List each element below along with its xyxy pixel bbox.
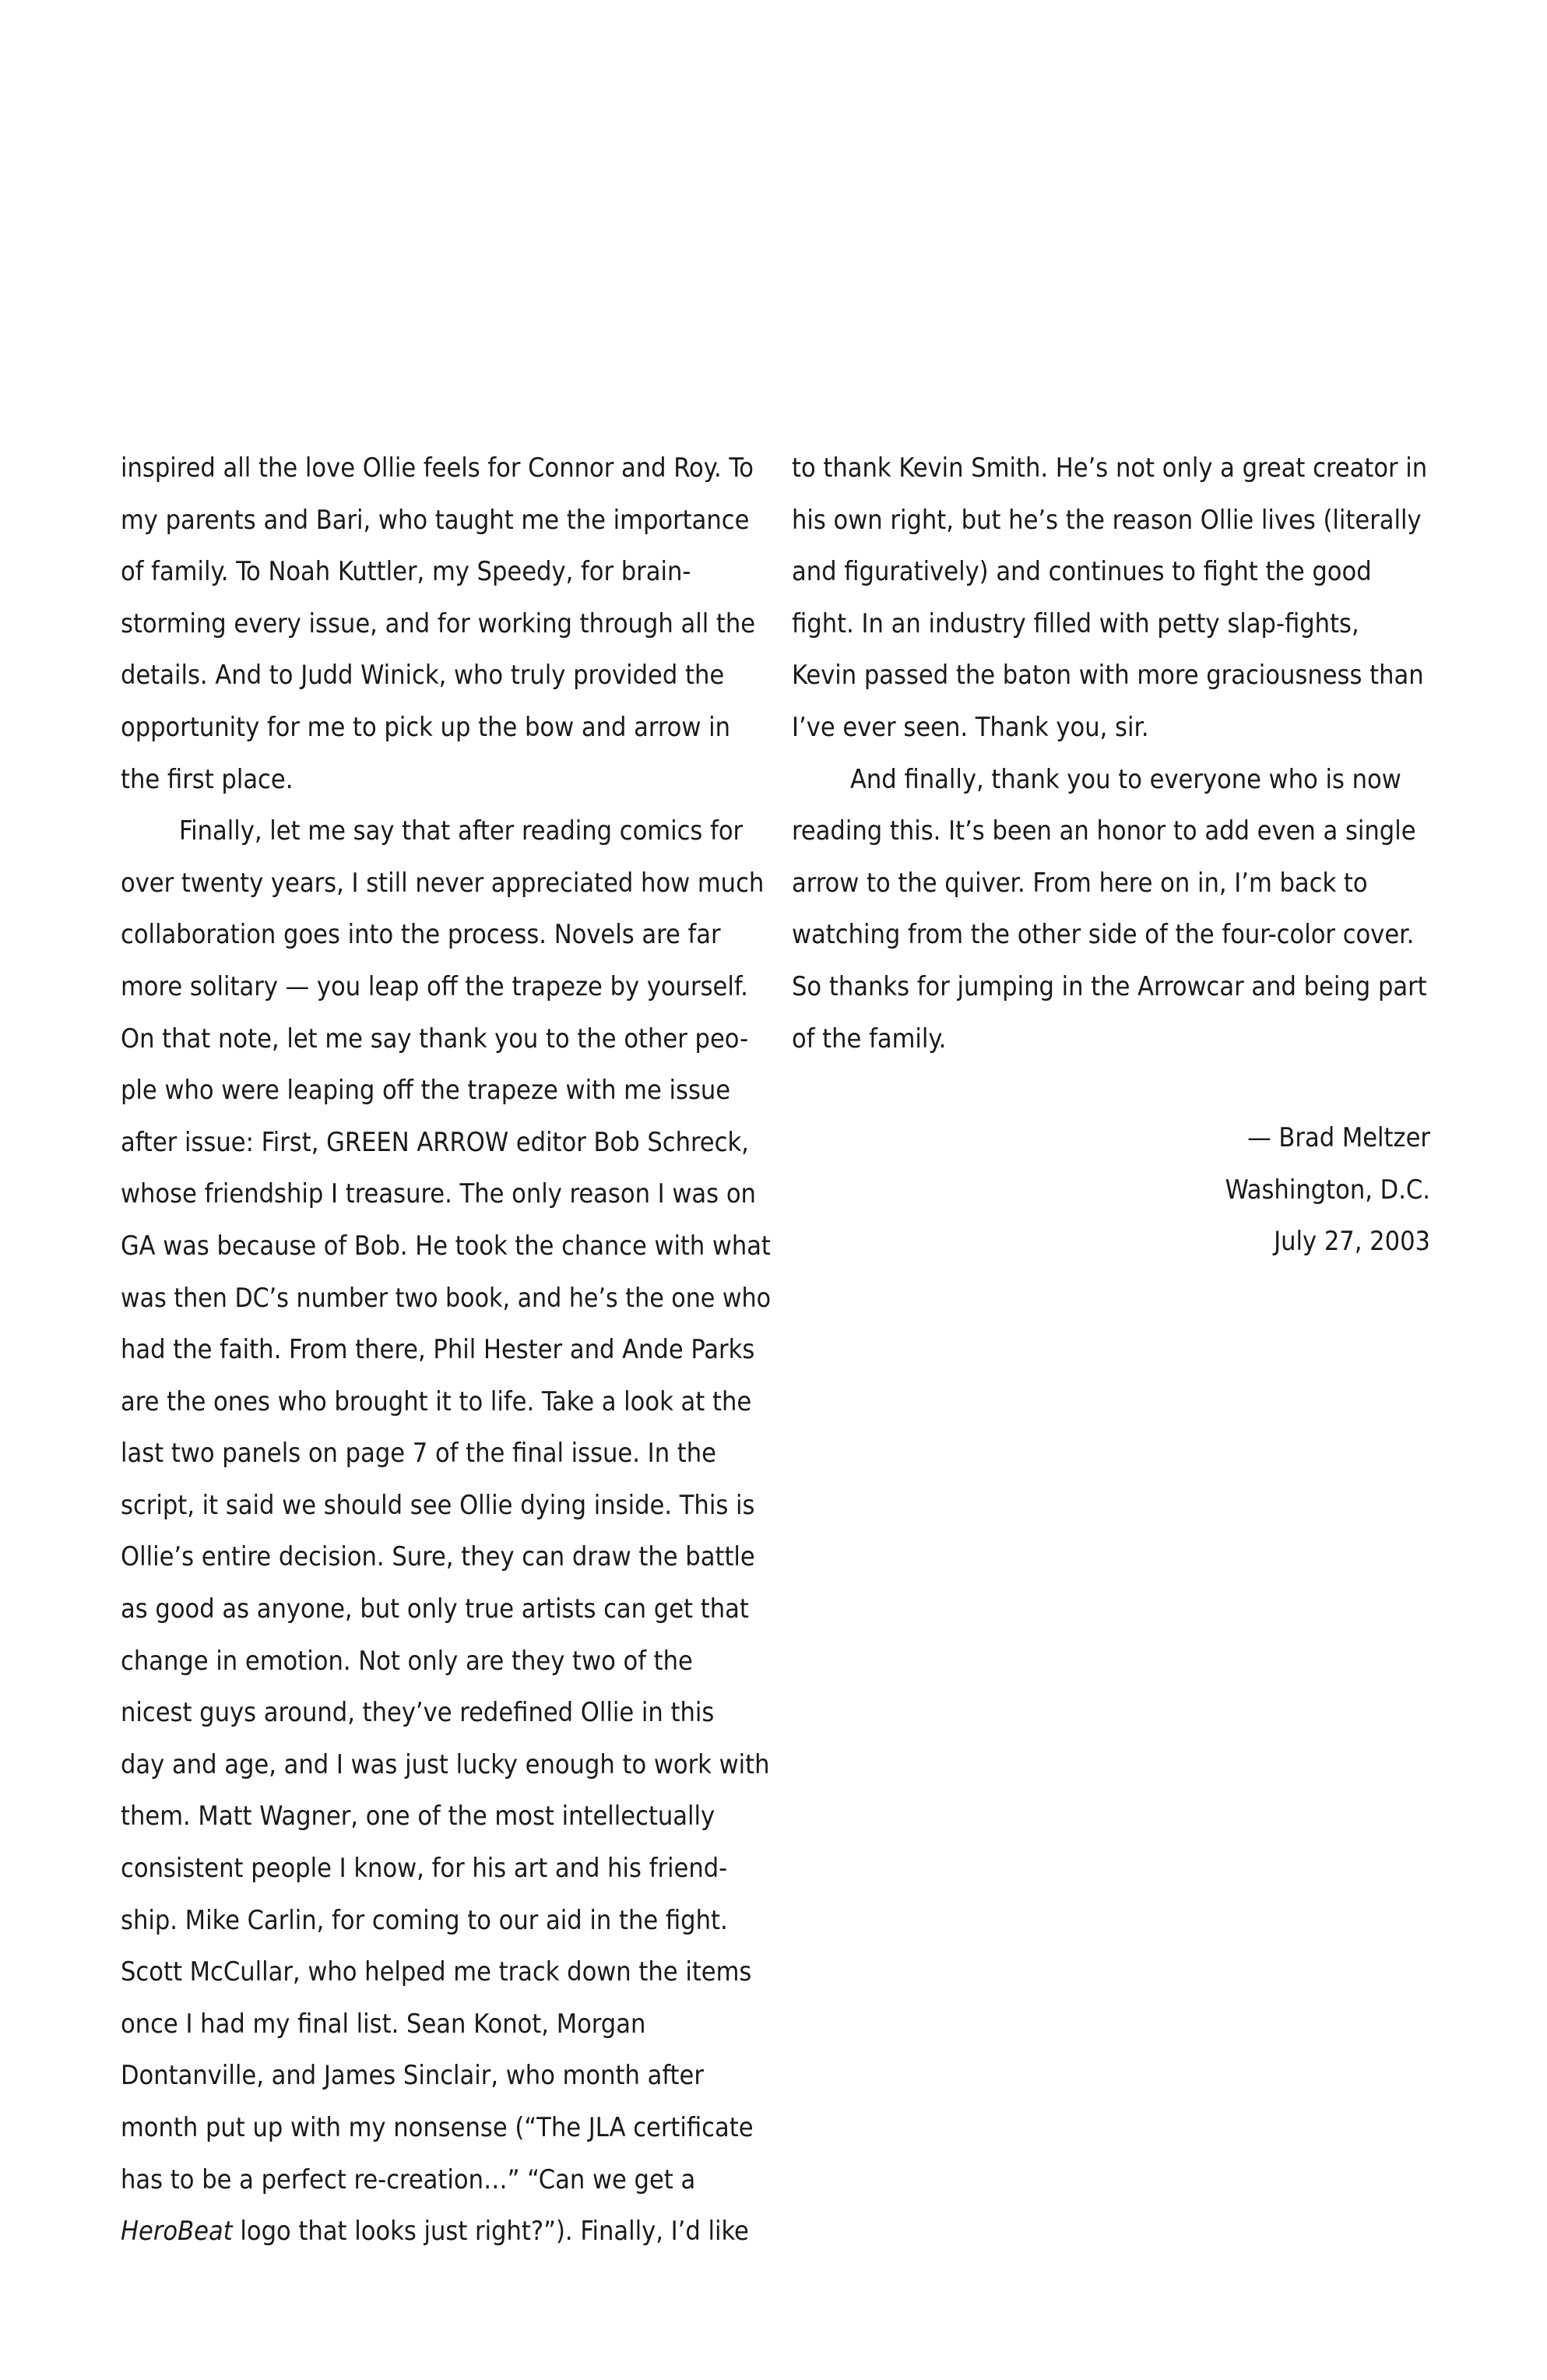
text-line: of family. To Noah Kuttler, my Speedy, for brain- — [121, 556, 691, 588]
text-line: collaboration goes into the process. Novels are far — [121, 919, 721, 951]
text-line: On that note, let me say thank you to the other peo- — [121, 1023, 749, 1054]
text-line: inspired all the love Ollie feels for Connor and Roy. To — [121, 452, 754, 484]
text-line: was then DC’s number two book, and he’s the one who — [121, 1282, 772, 1314]
right-text-column — [792, 442, 1430, 1065]
text-line: after issue: First, GREEN ARROW editor Bob Schreck, — [121, 1126, 749, 1158]
text-line: has to be a perfect re-creation…” “Can we get a — [121, 2163, 696, 2195]
text-line: are the ones who brought it to life. Take a look at the — [121, 1385, 752, 1417]
text-line: storming every issue, and for working through all the — [121, 607, 756, 639]
text-line: had the faith. From there, Phil Hester and Ande Parks — [121, 1334, 755, 1366]
text-line: over twenty years, I still never appreciated how much — [121, 867, 765, 899]
signature-date: July 27, 2003 — [1274, 1226, 1430, 1258]
text-line: details. And to Judd Winick, who truly provided the — [121, 660, 725, 692]
author-name: — Brad Meltzer — [1247, 1122, 1430, 1153]
text-line: more solitary — you leap off the trapeze by yourself. — [121, 970, 748, 1002]
herobeat-italic-title: HeroBeat — [121, 2216, 233, 2248]
text-line: Ollie’s entire decision. Sure, they can draw the battle — [121, 1541, 755, 1573]
text-line: as good as anyone, but only true artists can get that — [121, 1593, 749, 1625]
text-line: I’ve ever seen. Thank you, sir. — [792, 711, 1149, 743]
text-line: nicest guys around, they’ve redefined Ollie in this — [121, 1697, 715, 1729]
text-line: So thanks for jumping in the Arrowcar and being part — [792, 970, 1427, 1002]
text-line: whose friendship I treasure. The only reason I was on — [121, 1178, 756, 1210]
text-line: Kevin passed the baton with more graciousness than — [792, 660, 1424, 692]
text-line: reading this. It’s been an honor to add even a single — [792, 815, 1416, 847]
signature-block — [792, 1112, 1430, 1268]
text-line: consistent people I know, for his art and his friend- — [121, 1853, 728, 1885]
author-place: Washington, D.C. — [1225, 1174, 1430, 1206]
text-line: them. Matt Wagner, one of the most intellectually — [121, 1801, 715, 1833]
text-line: and figuratively) and continues to fight the good — [792, 556, 1372, 588]
text-line: ple who were leaping off the trapeze with me issue — [121, 1075, 731, 1107]
paragraph-start-line: Finally, let me say that after reading comics for — [179, 815, 744, 847]
left-text-column — [121, 442, 771, 2258]
text-line: GA was because of Bob. He took the chance with what — [121, 1230, 771, 1262]
text-line: month put up with my nonsense (“The JLA certificate — [121, 2112, 754, 2143]
text-line-rest: logo that looks just right?”). Finally, I’d like — [232, 2216, 749, 2248]
text-line: ship. Mike Carlin, for coming to our aid in the fight. — [121, 1904, 728, 1936]
text-line: my parents and Bari, who taught me the importance — [121, 504, 750, 536]
text-line: opportunity for me to pick up the bow and arrow in — [121, 711, 730, 743]
text-line: to thank Kevin Smith. He’s not only a great creator in — [792, 452, 1428, 484]
text-line: of the family. — [792, 1023, 947, 1054]
text-line: change in emotion. Not only are they two of the — [121, 1645, 693, 1677]
text-line: his own right, but he’s the reason Ollie lives (literally — [792, 504, 1422, 536]
text-line: the first place. — [121, 763, 294, 795]
text-line: day and age, and I was just lucky enough to work with — [121, 1748, 770, 1780]
text-line-last — [121, 2206, 771, 2258]
text-line: watching from the other side of the four-color cover. — [792, 919, 1415, 951]
paragraph-start-line: And finally, thank you to everyone who is now — [850, 763, 1401, 795]
text-line: once I had my final list. Sean Konot, Morgan — [121, 2008, 646, 2040]
text-line: arrow to the quiver. From here on in, I’m back to — [792, 867, 1368, 899]
text-line: script, it said we should see Ollie dying inside. This is — [121, 1489, 755, 1521]
text-line: Dontanville, and James Sinclair, who month after — [121, 2060, 704, 2092]
text-line: Scott McCullar, who helped me track down the items — [121, 1956, 752, 1988]
text-line: last two panels on page 7 of the final issue. In the — [121, 1438, 716, 1470]
text-line: fight. In an industry filled with petty slap-fights, — [792, 607, 1359, 639]
